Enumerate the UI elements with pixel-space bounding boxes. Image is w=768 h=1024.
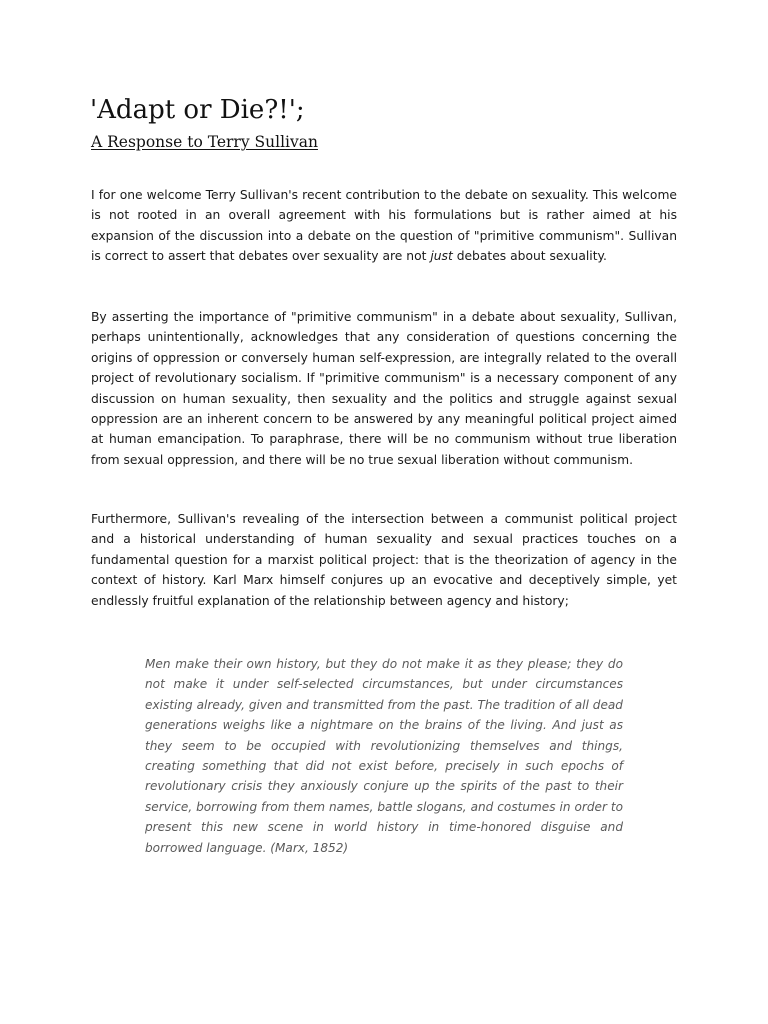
paragraph-1-text-start: I for one welcome Terry Sullivan's recent contribution to the debate on sexuality. This welcome is not rooted in an overall agreement with his formulations but is rather aimed at his expansion of the discussion into a debate on the question of "primitive communism". Sullivan is correct to assert that debates over sexuality are not bbox=[91, 188, 677, 264]
paragraph-3: Furthermore, Sullivan's revealing of the intersection between a communist political project and a historical understanding of human sexuality and sexual practices touches on a fundamental question for a marxist political project: that is the theorization of agency in the context of history. Karl Marx himself conjures up an evocative and deceptively simple, yet endlessly fruitful explanation of the relationship between agency and history; bbox=[91, 512, 677, 608]
paragraph-1-emphasis: just bbox=[430, 249, 453, 264]
paragraph-2: By asserting the importance of "primitive communism" in a debate about sexuality, Sullivan, perhaps unintentionally, acknowledges that any consideration of questions concerning the origins of oppression or conversely human self-expression, are integrally related to the overall project of revolutionary socialism. If "primitive communism" is a necessary component of any discussion on human sexuality, then sexuality and the politics and struggle against sexual oppression are an inherent concern to be answered by any meaningful political project aimed at human emancipation. To paraphrase, there will be no communism without true liberation from sexual oppression, and there will be no true sexual liberation without communism. bbox=[91, 310, 677, 467]
document-subtitle: A Response to Terry Sullivan bbox=[91, 133, 318, 151]
paragraph-1-text-end: debates about sexuality. bbox=[452, 249, 607, 264]
paragraph-1 bbox=[91, 185, 677, 267]
document-title: 'Adapt or Die?!'; bbox=[90, 95, 305, 125]
block-quote: Men make their own history, but they do not make it as they please; they do not make it under self-selected circumstances, but under circumstances existing already, given and transmitted from the past. The tradition of all dead generations weighs like a nightmare on the brains of the living. And just as they seem to be occupied with revolutionizing themselves and things, creating something that did not exist before, precisely in such epochs of revolutionary crisis they anxiously conjure up the spirits of the past to their service, borrowing from them names, battle slogans, and costumes in order to present this new scene in world history in time-honored disguise and borrowed language. (Marx, 1852) bbox=[145, 657, 623, 855]
